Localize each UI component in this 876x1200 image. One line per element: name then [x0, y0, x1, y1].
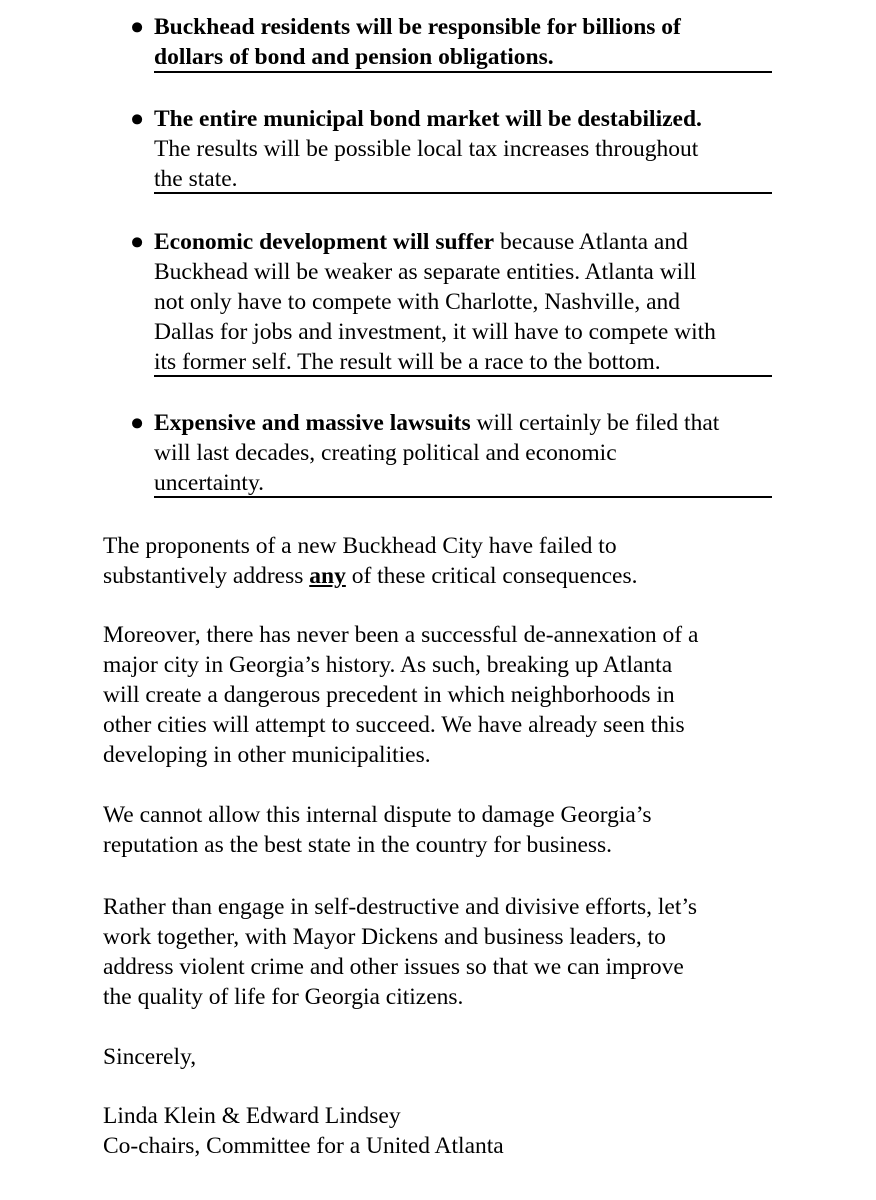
divider — [154, 71, 772, 73]
paragraph-line: work together, with Mayor Dickens and business leaders, to — [103, 924, 666, 950]
bullet-lead: Expensive and massive lawsuits — [154, 410, 471, 436]
paragraph-line: reputation as the best state in the country for business. — [103, 832, 613, 858]
paragraph — [103, 620, 803, 770]
paragraph-line: major city in Georgia’s history. As such, breaking up Atlanta — [103, 652, 673, 678]
bullet-text: dollars of bond and pension obligations. — [154, 44, 554, 70]
paragraph-line: the quality of life for Georgia citizens. — [103, 984, 464, 1010]
bullet-icon: ● — [130, 229, 145, 255]
divider — [154, 496, 772, 498]
paragraph-line: will create a dangerous precedent in which neighborhoods in — [103, 682, 675, 708]
paragraph-line: The proponents of a new Buckhead City have failed to — [103, 533, 617, 559]
bullet-text: uncertainty. — [154, 470, 265, 496]
bullet-icon: ● — [130, 106, 145, 132]
signature-block — [103, 1101, 803, 1161]
bullet-text: will certainly be filed that — [470, 410, 720, 436]
paragraph — [103, 800, 803, 860]
bullet-text: the state. — [154, 166, 238, 192]
emphasis-any: any — [309, 563, 346, 589]
list-item — [130, 12, 772, 72]
paragraph — [103, 531, 803, 591]
paragraph-line: Moreover, there has never been a successful de-annexation of a — [103, 622, 699, 648]
bullet-text: not only have to compete with Charlotte, Nashville, and — [154, 289, 681, 315]
paragraph-text: of these critical consequences. — [345, 563, 638, 589]
bullet-text: Buckhead will be weaker as separate entities. Atlanta will — [154, 259, 697, 285]
paragraph-line: address violent crime and other issues so that we can improve — [103, 954, 684, 980]
list-item — [130, 227, 772, 377]
bullet-lead: Economic development will suffer — [154, 229, 495, 255]
paragraph-line: developing in other municipalities. — [103, 742, 431, 768]
closing — [103, 1042, 803, 1072]
bullet-icon: ● — [130, 14, 145, 40]
closing-text: Sincerely, — [103, 1044, 197, 1070]
signatory-names: Linda Klein & Edward Lindsey — [103, 1103, 401, 1129]
bullet-icon: ● — [130, 410, 145, 436]
list-item — [130, 104, 772, 194]
paragraph-line: other cities will attempt to succeed. We have already seen this — [103, 712, 685, 738]
bullet-text: The results will be possible local tax increases throughout — [154, 136, 699, 162]
list-item — [130, 408, 772, 498]
bullet-text: The entire municipal bond market will be destabilized. — [154, 106, 702, 132]
divider — [154, 192, 772, 194]
bullet-text: Dallas for jobs and investment, it will have to compete with — [154, 319, 716, 345]
bullet-text: Buckhead residents will be responsible for billions of — [154, 14, 681, 40]
bullet-text: its former self. The result will be a race to the bottom. — [154, 349, 661, 375]
bullet-text: because Atlanta and — [494, 229, 688, 255]
paragraph-line: We cannot allow this internal dispute to damage Georgia’s — [103, 802, 652, 828]
bullet-text: will last decades, creating political and economic — [154, 440, 617, 466]
divider — [154, 375, 772, 377]
signatory-title: Co-chairs, Committee for a United Atlanta — [103, 1133, 504, 1159]
paragraph-line: Rather than engage in self-destructive and divisive efforts, let’s — [103, 894, 698, 920]
paragraph — [103, 892, 803, 1012]
paragraph-text: substantively address — [103, 563, 310, 589]
